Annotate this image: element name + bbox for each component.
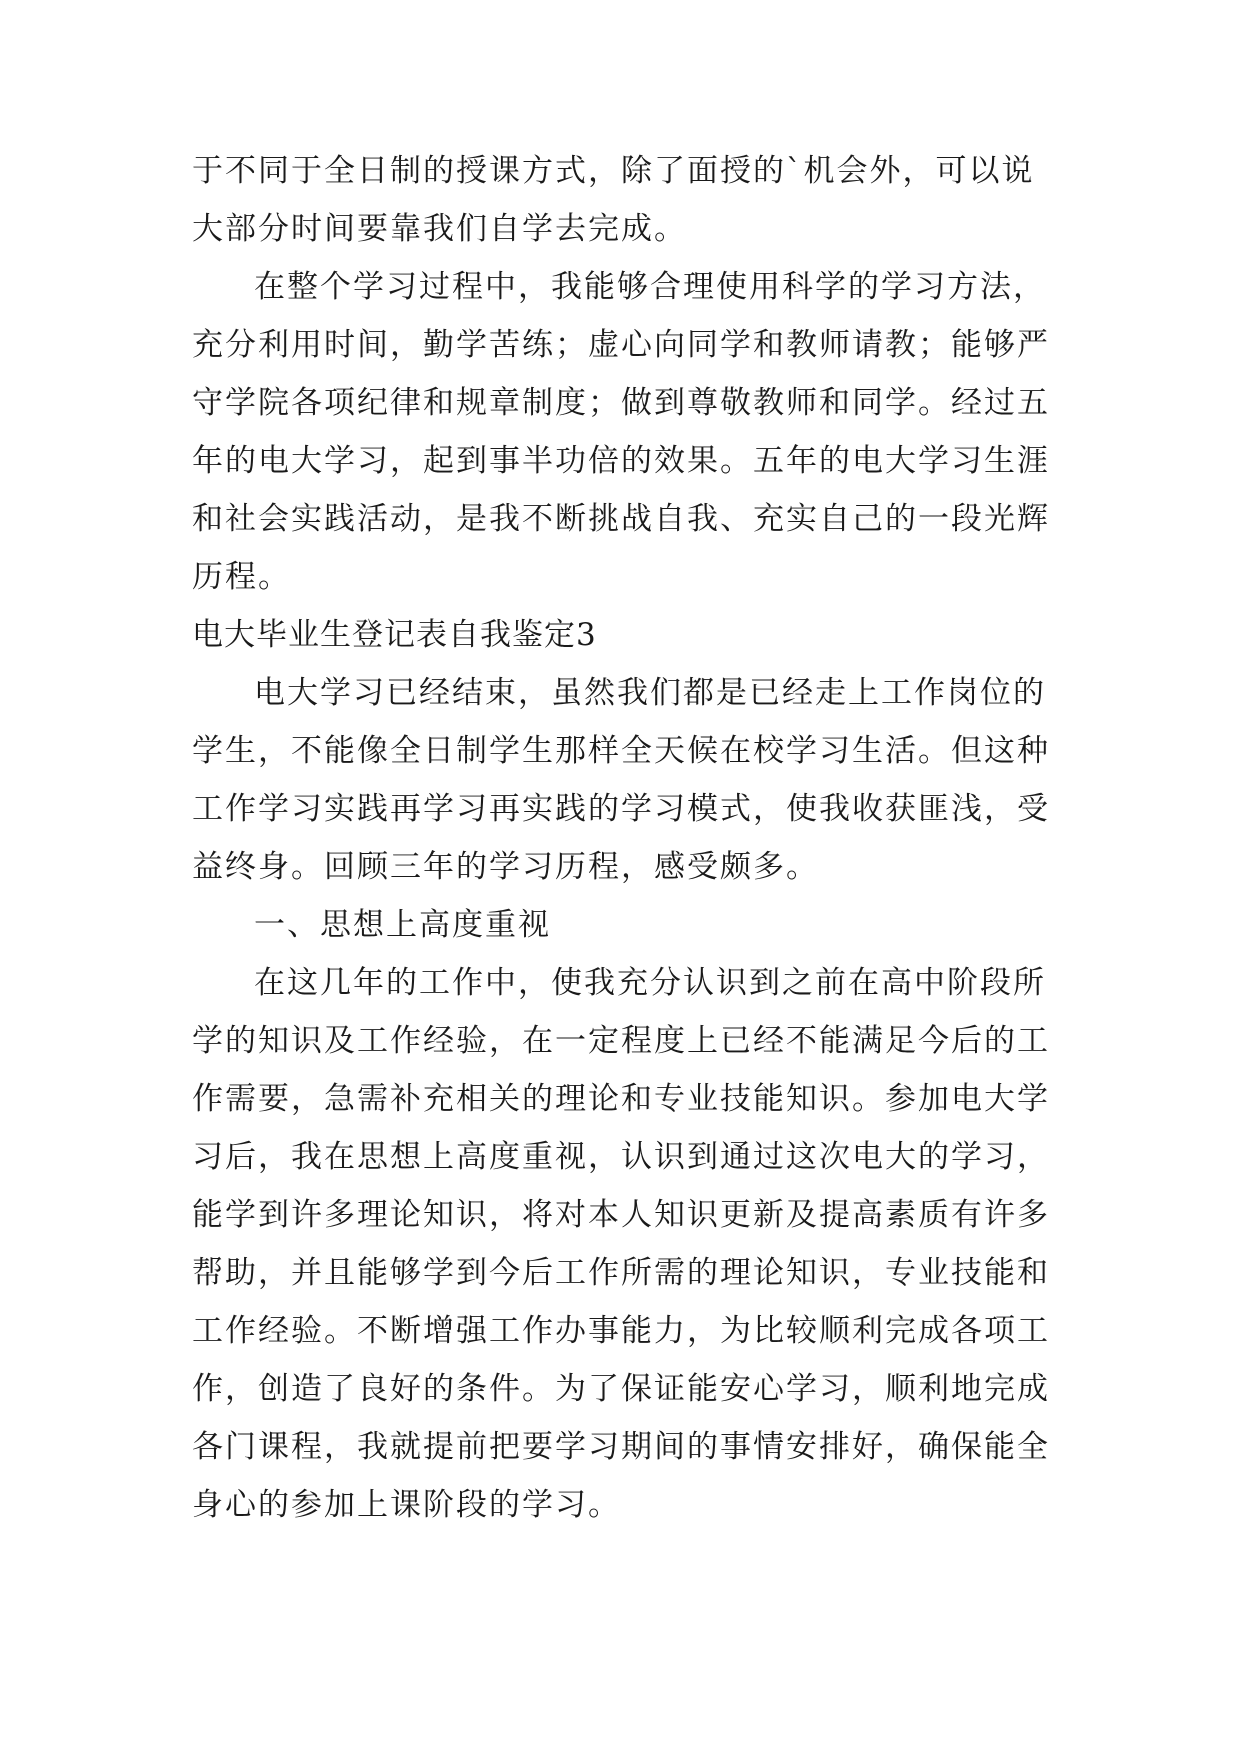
- text-line: 身心的参加上课阶段的学习。: [192, 1487, 621, 1523]
- text-line: 充分利用时间，勤学苦练；虚心向同学和教师请教；能够严: [192, 327, 1050, 363]
- text-line: 学生，不能像全日制学生那样全天候在校学习生活。但这种: [192, 733, 1050, 769]
- text-line: 帮助，并且能够学到今后工作所需的理论知识，专业技能和: [192, 1255, 1050, 1291]
- text-line: 和社会实践活动，是我不断挑战自我、充实自己的一段光辉: [192, 501, 1050, 537]
- text-line: 能学到许多理论知识，将对本人知识更新及提高素质有许多: [192, 1197, 1050, 1233]
- subsection-heading: 一、思想上高度重视: [254, 907, 551, 943]
- text-line: 在这几年的工作中，使我充分认识到之前在高中阶段所: [254, 965, 1046, 1001]
- text-line: 大部分时间要靠我们自学去完成。: [192, 211, 687, 247]
- text-line: 于不同于全日制的授课方式，除了面授的`机会外，可以说: [192, 153, 1035, 189]
- section-heading: 电大毕业生登记表自我鉴定3: [192, 617, 597, 653]
- text-line: 年的电大学习，起到事半功倍的效果。五年的电大学习生涯: [192, 443, 1050, 479]
- text-line: 工作学习实践再学习再实践的学习模式，使我收获匪浅，受: [192, 791, 1050, 827]
- text-line: 各门课程，我就提前把要学习期间的事情安排好，确保能全: [192, 1429, 1050, 1465]
- document-body: [192, 142, 1062, 1534]
- text-line: 作，创造了良好的条件。为了保证能安心学习，顺利地完成: [192, 1371, 1050, 1407]
- text-line: 益终身。回顾三年的学习历程，感受颇多。: [192, 849, 819, 885]
- text-line: 工作经验。不断增强工作办事能力，为比较顺利完成各项工: [192, 1313, 1050, 1349]
- text-line: 学的知识及工作经验，在一定程度上已经不能满足今后的工: [192, 1023, 1050, 1059]
- text-line: 历程。: [192, 559, 291, 595]
- text-line: 守学院各项纪律和规章制度；做到尊敬教师和同学。经过五: [192, 385, 1050, 421]
- text-line: 电大学习已经结束，虽然我们都是已经走上工作岗位的: [254, 675, 1046, 711]
- text-line: 作需要，急需补充相关的理论和专业技能知识。参加电大学: [192, 1081, 1050, 1117]
- text-line: 习后，我在思想上高度重视，认识到通过这次电大的学习，: [192, 1139, 1050, 1175]
- text-line: 在整个学习过程中，我能够合理使用科学的学习方法，: [254, 269, 1046, 305]
